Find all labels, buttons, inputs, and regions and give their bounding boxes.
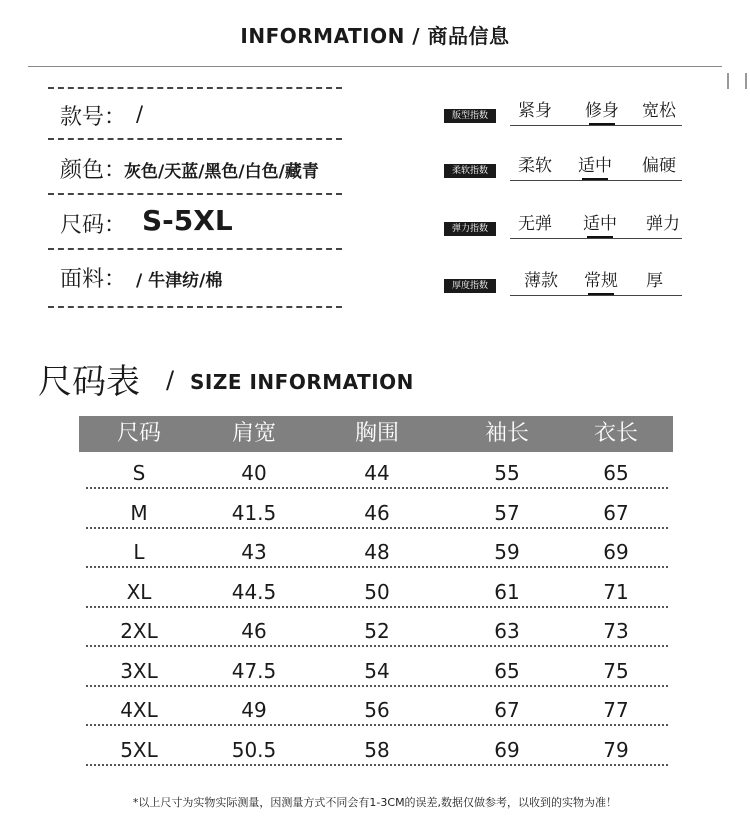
color-label: 颜色： — [60, 158, 127, 183]
index-option: 适中 — [578, 156, 612, 176]
fabric-value: / 牛津纺/棉 — [136, 271, 223, 291]
table-cell: 48 — [364, 540, 390, 564]
index-tag: 厚度指数 — [444, 279, 496, 293]
table-row-divider — [86, 487, 668, 489]
index-scale-line — [510, 295, 682, 296]
table-row-divider — [86, 566, 668, 568]
index-tag: 弹力指数 — [444, 222, 496, 236]
table-cell: 79 — [603, 737, 629, 762]
title-slash: / — [166, 366, 175, 394]
divider-tick — [727, 73, 729, 89]
size-chart-title: 尺码表 — [38, 362, 140, 402]
table-cell: 50 — [364, 579, 390, 604]
dashed-divider — [48, 87, 342, 89]
model-value: / — [136, 102, 144, 126]
dashed-divider — [48, 193, 342, 195]
divider-tick — [745, 73, 747, 89]
table-cell: 69 — [603, 540, 629, 564]
table-cell: 65 — [603, 461, 629, 485]
table-cell: M — [130, 500, 148, 525]
page-title: INFORMATION / 商品信息 — [240, 24, 510, 48]
table-cell: 40 — [241, 461, 267, 485]
table-cell: 4XL — [120, 698, 158, 722]
table-cell: 55 — [494, 461, 520, 485]
table-cell: 49 — [241, 698, 267, 722]
index-option: 厚 — [646, 271, 663, 291]
size-value: S-5XL — [142, 204, 233, 237]
measurement-note: *以上尺寸为实物实际测量，因测量方式不同会有1-3CM的误差,数据仅做参考，以收到的实物为准！ — [132, 796, 618, 809]
column-header: 袖长 — [484, 421, 529, 446]
table-cell: 75 — [603, 658, 629, 683]
table-cell: 54 — [364, 658, 390, 683]
table-row-divider — [86, 724, 668, 726]
index-option: 适中 — [583, 214, 617, 234]
index-option: 常规 — [584, 271, 618, 291]
table-row-divider — [86, 527, 668, 529]
table-cell: 63 — [494, 619, 520, 643]
table-row-divider — [86, 764, 668, 766]
table-cell: 73 — [603, 619, 629, 643]
table-cell: 67 — [494, 698, 520, 722]
table-cell: 77 — [603, 698, 629, 722]
table-cell: 71 — [603, 579, 629, 604]
table-cell: 61 — [494, 579, 520, 604]
dashed-divider — [48, 306, 342, 308]
table-cell: 5XL — [120, 737, 158, 762]
index-option: 修身 — [585, 101, 619, 121]
table-cell: 2XL — [120, 619, 158, 643]
index-option: 偏硬 — [642, 156, 676, 176]
fabric-label: 面料： — [60, 267, 127, 292]
index-scale-line — [510, 125, 682, 126]
size-chart-subtitle: SIZE INFORMATION — [190, 370, 414, 394]
index-option: 无弹 — [518, 214, 552, 234]
index-tag: 版型指数 — [444, 109, 496, 123]
table-cell: 65 — [494, 658, 520, 683]
column-header: 肩宽 — [231, 421, 276, 446]
column-header: 尺码 — [116, 421, 161, 446]
table-cell: 58 — [364, 737, 390, 762]
index-scale-line — [510, 238, 682, 239]
table-cell: 43 — [241, 540, 267, 564]
table-cell: 47.5 — [231, 658, 277, 683]
table-cell: 46 — [364, 500, 390, 525]
table-cell: 57 — [494, 500, 520, 525]
table-cell: 50.5 — [231, 737, 277, 762]
size-label: 尺码： — [60, 213, 127, 238]
column-header: 胸围 — [354, 421, 399, 446]
table-cell: 59 — [494, 540, 520, 564]
table-cell: 67 — [603, 500, 629, 525]
table-cell: XL — [126, 579, 152, 604]
column-header: 衣长 — [593, 421, 638, 446]
table-cell: 41.5 — [231, 500, 277, 525]
table-cell: 52 — [364, 619, 390, 643]
table-cell: S — [132, 461, 146, 485]
index-tag: 柔软指数 — [444, 164, 496, 178]
title-divider — [28, 66, 722, 67]
index-scale-line — [510, 180, 682, 181]
index-option: 薄款 — [524, 271, 558, 291]
model-label: 款号： — [60, 105, 127, 130]
table-cell: 46 — [241, 619, 267, 643]
index-option: 宽松 — [642, 101, 676, 121]
dashed-divider — [48, 248, 342, 250]
table-cell: 44 — [364, 461, 390, 485]
table-row-divider — [86, 645, 668, 647]
table-row-divider — [86, 606, 668, 608]
index-option: 紧身 — [518, 101, 552, 121]
color-value: 灰色/天蓝/黑色/白色/藏青 — [124, 162, 319, 182]
dashed-divider — [48, 138, 342, 140]
table-row-divider — [86, 685, 668, 687]
table-cell: 3XL — [120, 658, 158, 683]
table-cell: 69 — [494, 737, 520, 762]
index-option: 柔软 — [518, 156, 552, 176]
table-cell: L — [133, 540, 145, 564]
index-option: 弹力 — [646, 214, 680, 234]
table-cell: 56 — [364, 698, 390, 722]
table-cell: 44.5 — [231, 579, 277, 604]
